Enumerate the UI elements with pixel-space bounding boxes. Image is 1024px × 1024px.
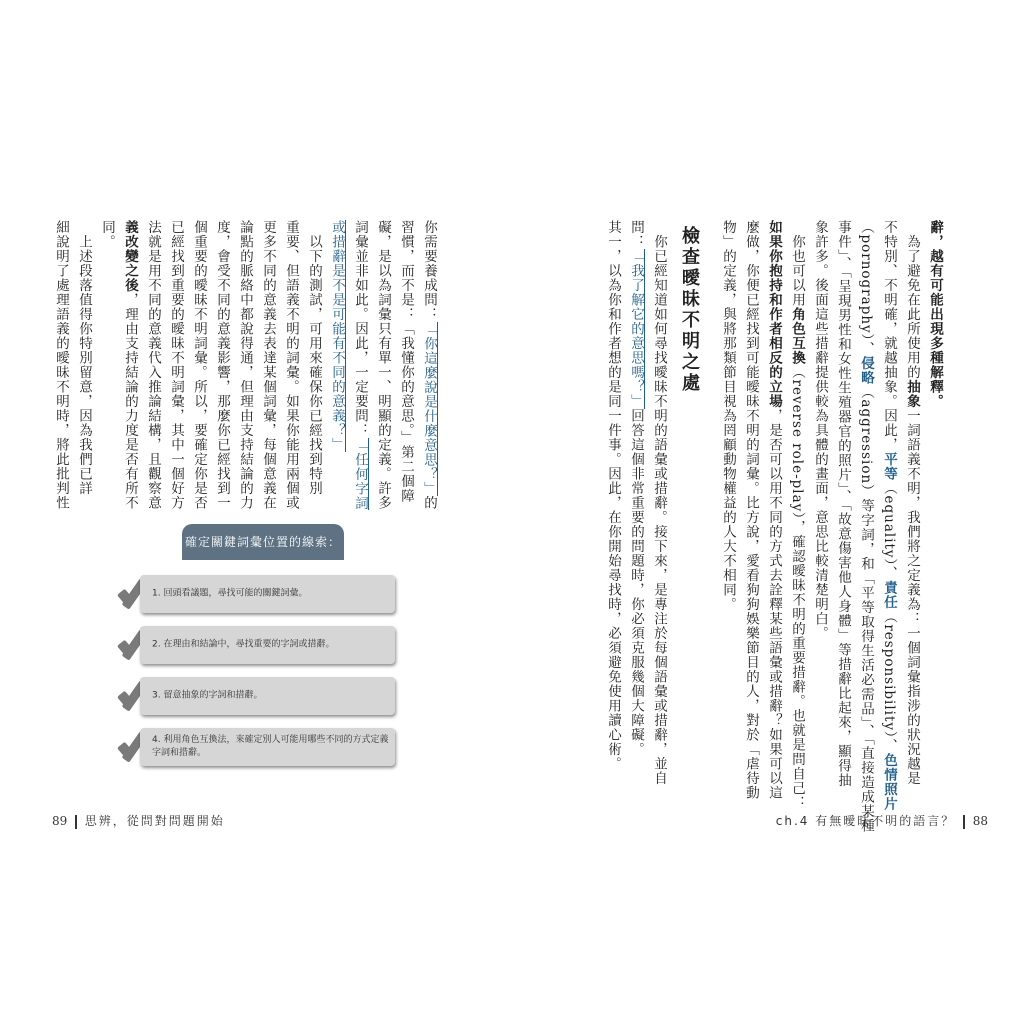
clue-item-1 — [140, 575, 395, 613]
highlighted-text: 「任何字詞 — [352, 437, 368, 510]
text-segment: 你也可以用 — [789, 220, 805, 307]
text-line — [118, 220, 141, 510]
text-segment: 物」的定義，與將那類節目視為罔顧動物權益的人大不相同。 — [720, 220, 736, 612]
text-line — [739, 220, 762, 833]
clue-item-3 — [140, 677, 395, 715]
highlighted-text: 責任 — [881, 580, 897, 610]
clue-item-text: 4. 利用角色互換法，來確定別人可能用哪些不同的方式定義字詞和措辭。 — [152, 735, 389, 758]
text-segment: 法就是用不同的意義代入推論結構，且觀察意 — [145, 220, 161, 510]
text-line — [49, 220, 72, 510]
text-line — [394, 220, 417, 510]
text-line — [302, 220, 325, 510]
chapter-title: ch.4 有無曖昧不明的語言？ — [775, 814, 956, 828]
text-line — [854, 220, 877, 833]
footer-divider — [963, 815, 965, 829]
right-body-text-a — [716, 220, 946, 833]
text-line — [141, 220, 164, 510]
text-line — [279, 220, 302, 510]
highlighted-text: 平等 — [881, 452, 897, 481]
text-segment: 更多不同的意義去表達某個詞彙，每個意義在 — [260, 220, 276, 510]
bold-text: 角色互換 — [789, 307, 805, 365]
text-segment: 論點的脈絡中都說得通，但理由支持結論的力 — [237, 220, 253, 510]
text-segment: 細說明了處理語義的曖昧不明時，將此批判性 — [53, 220, 69, 510]
book-title: 思辨，從問對問題開始 — [84, 814, 225, 828]
text-segment: 為了避免在此所使用的 — [904, 220, 920, 380]
highlighted-text: 色情照片 — [881, 753, 897, 812]
text-segment: 一詞語義不明，我們將之定義為：一個詞彙指涉的狀況越是 — [904, 408, 920, 786]
text-line — [95, 220, 118, 510]
clue-item-2 — [140, 626, 395, 664]
text-segment: （pornography）、 — [858, 220, 874, 356]
text-segment: （aggression）等字詞，和「平等取得生活必需品」、「直接造成某種 — [858, 384, 874, 834]
text-line — [900, 220, 923, 833]
text-line — [785, 220, 808, 833]
text-line — [164, 220, 187, 510]
text-segment: （responsibility）、 — [881, 609, 897, 754]
page-number: 88 — [972, 814, 988, 828]
text-segment: ，理由支持結論的力度是否有所不 — [122, 292, 138, 510]
text-segment: 麼做，你便已經找到可能曖昧不明的詞彙。比方說，愛看狗狗娛樂節目的人，對於「虐待動 — [743, 220, 759, 800]
text-segment: （equality）、 — [881, 481, 897, 581]
text-segment: 以下的測試，可用來確保你已經找到特別 — [306, 220, 322, 496]
text-line — [233, 220, 256, 510]
right-page — [512, 0, 1024, 1024]
clue-item-text: 1. 回頭看議題，尋找可能的關鍵詞彙。 — [152, 588, 308, 599]
text-line — [647, 220, 670, 786]
left-body-text — [49, 220, 440, 510]
text-line — [762, 220, 785, 833]
text-line — [256, 220, 279, 510]
text-segment: 問： — [628, 220, 644, 249]
text-line — [371, 220, 394, 510]
text-segment: 其一，以為你和作者想的是同一件事。因此，在你開始尋找時，必須避免使用讀心術。 — [605, 220, 621, 771]
text-line — [877, 220, 900, 833]
bold-text: 如果你抱持和作者相反的立場 — [766, 220, 782, 409]
highlighted-text: 「你這麼說是什麼意思？」 — [421, 321, 437, 496]
text-segment: 重要、但語義不明的詞彙。如果你能用兩個或 — [283, 220, 299, 510]
right-body-text-b — [601, 220, 670, 786]
page-number: 89 — [52, 814, 68, 828]
text-segment: 的 — [421, 495, 437, 510]
text-line — [923, 220, 946, 833]
clue-item-4 — [140, 728, 395, 766]
clue-item-text: 2. 在理由和結論中，尋找重要的字詞或措辭。 — [152, 639, 335, 650]
right-footer — [776, 812, 988, 829]
text-segment: 個重要的曖昧不明詞彙。所以，要確定你是否 — [191, 220, 207, 510]
text-segment: 上述段落值得你特別留意，因為我們已詳 — [76, 220, 92, 496]
text-segment: 你已經知道如何尋找曖昧不明的語彙或措辭。接下來，是專注於每個語彙或措辭，並自 — [651, 220, 667, 786]
text-segment: 詞彙並非如此。因此，一定要問： — [352, 220, 368, 438]
text-segment: 不特別、不明確，就越抽象。因此， — [881, 220, 897, 452]
text-segment: 已經找到重要的曖昧不明詞彙，其中一個好方 — [168, 220, 184, 510]
text-line — [417, 220, 440, 510]
section-heading: 檢查曖昧不明之處 — [679, 226, 700, 394]
clue-item-text: 3. 留意抽象的字詞和措辭。 — [152, 690, 263, 701]
text-segment: 回答這個非常重要的問題時，你必須克服幾個大障礙。 — [628, 408, 644, 757]
bold-text: 義改變之後 — [122, 220, 138, 293]
text-line — [187, 220, 210, 510]
bold-text: 辭，越有可能出現多種解釋。 — [927, 220, 943, 409]
left-footer — [52, 812, 225, 829]
text-segment: 同。 — [99, 220, 115, 249]
text-line — [601, 220, 624, 786]
clue-box-title: 確定關鍵詞彙位置的線索： — [182, 524, 344, 560]
highlighted-text: 「我了解它的意思嗎？」 — [628, 249, 644, 409]
text-line — [72, 220, 95, 510]
text-segment: （reverse role-play），確認曖昧不明的重要措辭。也就是問自己： — [789, 365, 805, 811]
highlighted-text: 或措辭是不是可能有不同的意義？」 — [329, 220, 345, 452]
text-segment: 礙，是以為詞彙只有單一、明顯的定義。許多 — [375, 220, 391, 510]
footer-divider — [75, 815, 77, 829]
text-line — [210, 220, 233, 510]
text-line — [716, 220, 739, 833]
bold-text: 抽象 — [904, 379, 920, 409]
highlighted-text: 侵略 — [858, 355, 874, 385]
text-segment: 象許多。後面這些措辭提供較為具體的畫面，意思比較清楚明白。 — [812, 220, 828, 641]
text-segment: 習慣，而不是：「我懂你的意思。」第二個障 — [398, 220, 414, 504]
text-line — [325, 220, 348, 510]
text-line — [808, 220, 831, 833]
text-line — [624, 220, 647, 786]
text-segment: 事件」、「呈現男性和女性生殖器官的照片」、「故意傷害他人身體」等措辭比起來，顯得抽 — [835, 220, 851, 788]
text-segment: ，是否可以用不同的方式去詮釋某些語彙或措辭？如果可以這 — [766, 408, 782, 800]
text-line — [348, 220, 371, 510]
text-segment: 你需要養成問： — [421, 220, 437, 322]
text-line — [831, 220, 854, 833]
text-segment: 度，會受不同的意義影響，那麼你已經找到一 — [214, 220, 230, 510]
